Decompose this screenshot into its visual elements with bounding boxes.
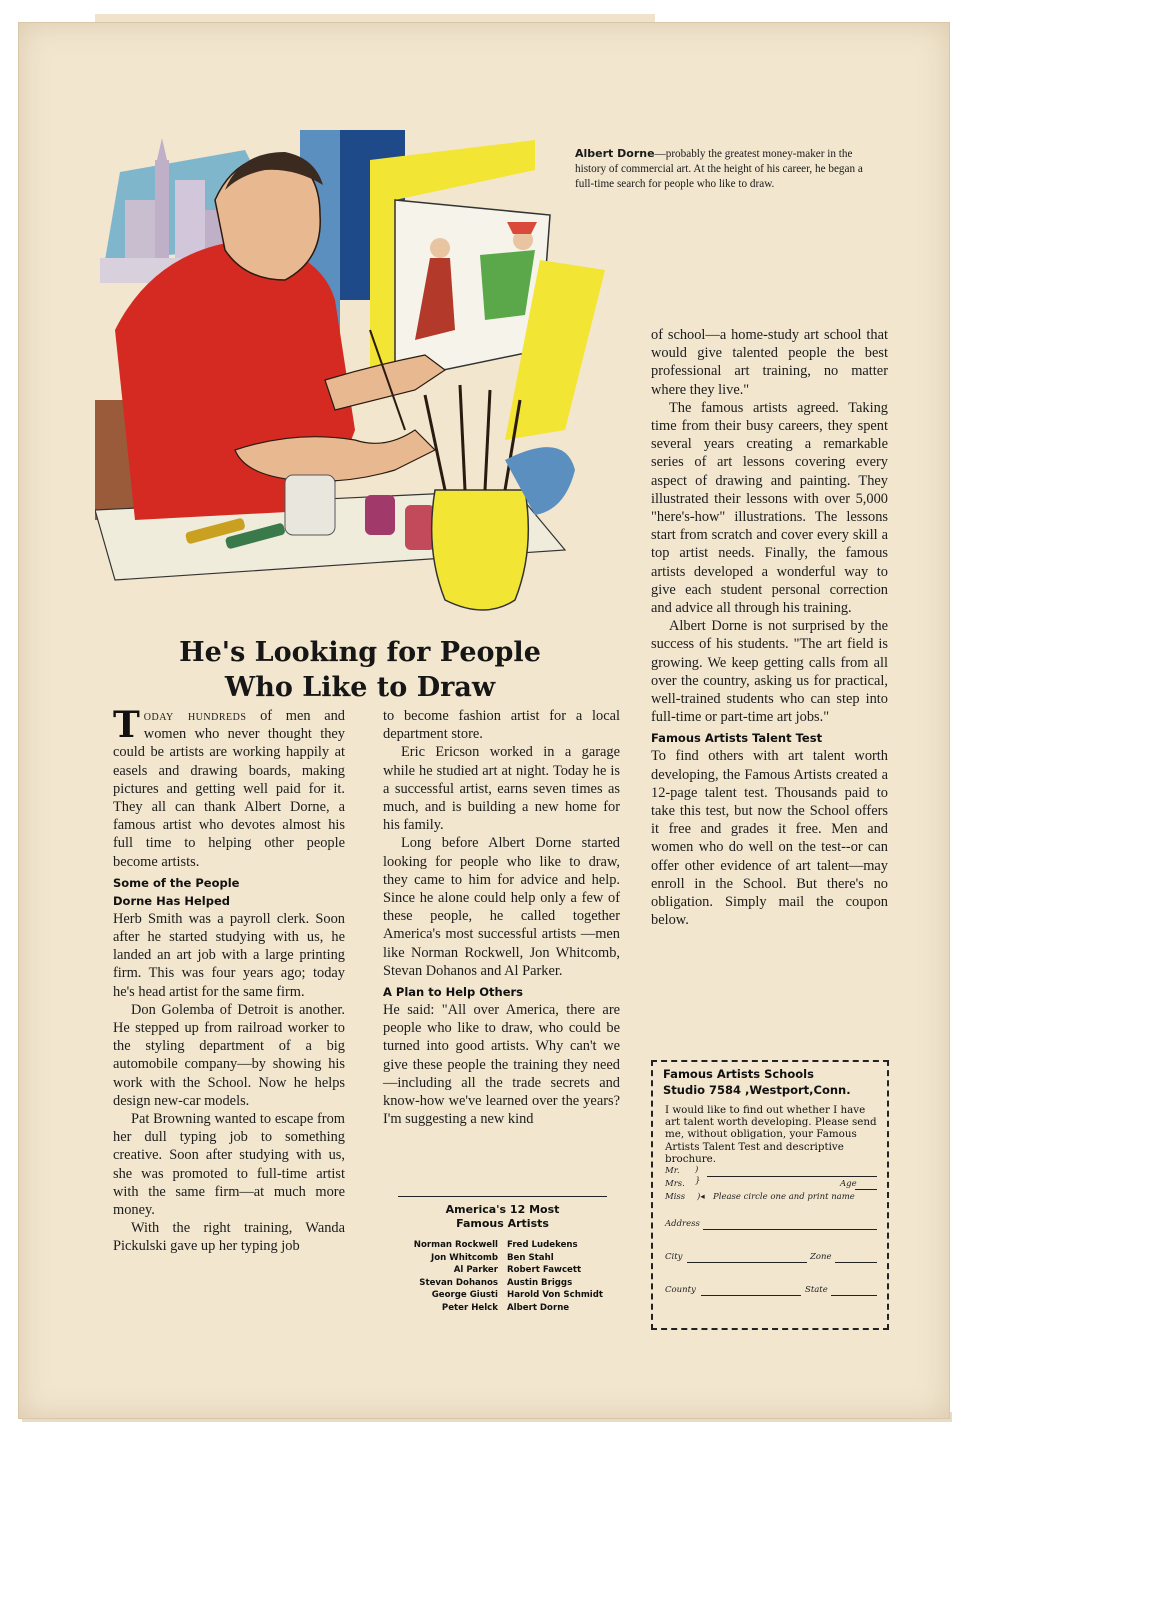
headline-line-1: He's Looking for People xyxy=(179,637,541,668)
headline-line-2: Who Like to Draw xyxy=(224,672,496,703)
col1-lead: oday hundreds xyxy=(143,708,247,724)
paren-icon: ) xyxy=(695,1165,699,1175)
headline xyxy=(100,635,620,705)
artist-illustration xyxy=(95,130,625,630)
artist-name: Fred Ludekens xyxy=(507,1240,578,1250)
county-field[interactable] xyxy=(701,1285,801,1296)
artists-title-line-1: America's 12 Most xyxy=(445,1203,560,1216)
coupon-row-address xyxy=(665,1219,877,1232)
coupon-body: I would like to find out whether I have art talent worth developing. Please send me, without obligation, your Famous Artists Talent Test and descriptive brochure. xyxy=(665,1104,877,1165)
artist-name: Robert Fawcett xyxy=(507,1265,582,1276)
col1-p2: Herb Smith was a payroll clerk. Soon after he started studying with us, he landed an art job with a large printing firm. This was four years ago; today he's head artist for the same firm. xyxy=(113,910,345,1000)
coupon-title-1: Famous Artists Schools xyxy=(663,1067,814,1081)
brush-jar xyxy=(432,490,529,610)
famous-artists-box xyxy=(380,1196,625,1315)
label-address: Address xyxy=(665,1219,700,1229)
col3-p3: Albert Dorne is not surprised by the success of his students. "The art field is growing. We keep getting calls from all over the country, asking us for practical, well-trained students who can step into full-time or part-time art jobs." xyxy=(651,618,888,726)
label-zone: Zone xyxy=(810,1252,832,1262)
artist-name: Ben Stahl xyxy=(507,1252,554,1263)
col1-heading-line-1: Some of the People xyxy=(113,875,240,890)
city-field[interactable] xyxy=(687,1252,807,1263)
state-field[interactable] xyxy=(831,1285,877,1296)
drop-cap: T xyxy=(113,704,140,746)
mail-in-coupon[interactable] xyxy=(651,1060,889,1330)
label-city: City xyxy=(665,1252,683,1262)
artist-name: Austin Briggs xyxy=(507,1277,573,1288)
artist-name: Albert Dorne xyxy=(507,1302,570,1313)
coupon-fields xyxy=(665,1166,877,1298)
address-field[interactable] xyxy=(703,1219,877,1230)
label-mr: Mr. xyxy=(665,1166,680,1176)
column-3 xyxy=(651,326,888,930)
artist-name: Stevan Dohanos xyxy=(419,1277,498,1288)
artist-name: George Giusti xyxy=(431,1290,498,1301)
artist-name: Norman Rockwell xyxy=(413,1240,498,1250)
label-miss: Miss xyxy=(665,1192,686,1202)
caption xyxy=(575,146,865,192)
label-state: State xyxy=(805,1285,828,1295)
caption-text: —probably the greatest money-maker in the history of commercial art. At the height of his career, he began a full-time search for people who like to draw. xyxy=(575,148,863,190)
name-field[interactable] xyxy=(707,1166,877,1177)
col1-p3: Don Golemba of Detroit is another. He stepped up from railroad worker to the styling department of a big automobile company—by showing his work with the School. Now he helps design new-car models. xyxy=(113,1001,345,1109)
label-age: Age xyxy=(840,1179,857,1189)
col1-p5: With the right training, Wanda Pickulski gave up her typing job xyxy=(113,1220,345,1255)
paint-jar-purple xyxy=(365,495,395,535)
caption-name: Albert Dorne xyxy=(575,147,655,160)
skyscraper-tower xyxy=(155,160,169,260)
brush-3 xyxy=(485,390,490,490)
painted-woman-head xyxy=(430,238,450,258)
col1-p4: Pat Browning wanted to escape from her dull typing job to something creative. Soon after studying with us, she was promoted to full-time artist with the same firm—at much more money. xyxy=(113,1111,345,1219)
col2-p4: He said: "All over America, there are people who like to draw, who could be turned into good artists. Why can't we give these people the training they need—including all the trade secrets and know-how we've learned over the years? I'm suggesting a new kind xyxy=(383,1002,620,1128)
col2-p3: Long before Albert Dorne started looking for people who like to draw, they came to him for advice and help. Since he alone could help only a few of these people, he called together America's most successful artists —men like Norman Rockwell, Jon Whitcomb, Stevan Dohanos and Al Parker. xyxy=(383,835,620,979)
col2-p1: to become fashion artist for a local department store. xyxy=(383,708,620,743)
col3-heading: Famous Artists Talent Test xyxy=(651,731,823,746)
artist-name: Harold Von Schmidt xyxy=(507,1290,603,1301)
arrow-left-icon: )◂ xyxy=(697,1192,705,1202)
column-2 xyxy=(383,707,620,1128)
artists-title-line-2: Famous Artists xyxy=(456,1217,549,1230)
column-1 xyxy=(113,704,345,1256)
tower-spire xyxy=(157,138,167,160)
brace-icon: } xyxy=(695,1176,701,1186)
artist-name: Jon Whitcomb xyxy=(431,1252,498,1263)
artists-grid xyxy=(380,1239,625,1315)
coupon-row-miss xyxy=(665,1192,877,1205)
circle-note: Please circle one and print name xyxy=(713,1192,855,1202)
col1-heading-line-2: Dorne Has Helped xyxy=(113,893,230,908)
col2-heading: A Plan to Help Others xyxy=(383,985,524,1000)
label-mrs: Mrs. xyxy=(665,1179,685,1189)
coupon-row-city xyxy=(665,1252,877,1265)
artist-name: Al Parker xyxy=(453,1265,498,1276)
artist-name: Peter Helck xyxy=(441,1302,498,1313)
coupon-title-2: Studio 7584 ,Westport,Conn. xyxy=(663,1083,851,1097)
brush-2 xyxy=(460,385,465,490)
col1-p1: of men and women who never thought they could be artists are working happily at easels and drawing boards, making pictures and getting well paid for it. They all can thank Albert Dorne, a famous artist who devotes almost his full time to helping other people become artists. xyxy=(113,708,345,870)
coupon-row-county xyxy=(665,1285,877,1298)
col3-p4: To find others with art talent worth developing, the Famous Artists created a 12-page talent test. Thousands paid to take this test, but now the School offers it free and grades it free. Men and women who do well on the test--or can offer other evidence of art talent—may enroll in the School. But there's no obligation. Simply mail the coupon below. xyxy=(651,748,888,929)
col3-p1: of school—a home-study art school that would give talented people the best professional art training, no matter where they live." xyxy=(651,327,888,398)
col2-p2: Eric Ericson worked in a garage while he studied art at night. Today he is a successful artist, earns seven times as much, and is building a new home for his family. xyxy=(383,744,620,834)
col1-heading xyxy=(113,874,345,910)
artists-rule xyxy=(398,1196,607,1197)
zone-field[interactable] xyxy=(835,1252,877,1263)
paint-jar-red xyxy=(405,505,435,550)
col1-paragraph-1 xyxy=(113,704,345,871)
age-field[interactable] xyxy=(855,1179,877,1190)
paint-jar-white xyxy=(285,475,335,535)
label-county: County xyxy=(665,1285,696,1295)
col3-p2: The famous artists agreed. Taking time from their busy careers, they spent several years creating a remarkable series of art lessons covering every aspect of drawing and painting. They illustrated their lessons with over 5,000 "here's-how" illustrations. The lessons start from scratch and cover every skill a top artist needs. Finally, the famous artists developed a wonderful way to give each student personal correction and advice all through his training. xyxy=(651,399,888,617)
coupon-row-mrs xyxy=(665,1176,877,1192)
